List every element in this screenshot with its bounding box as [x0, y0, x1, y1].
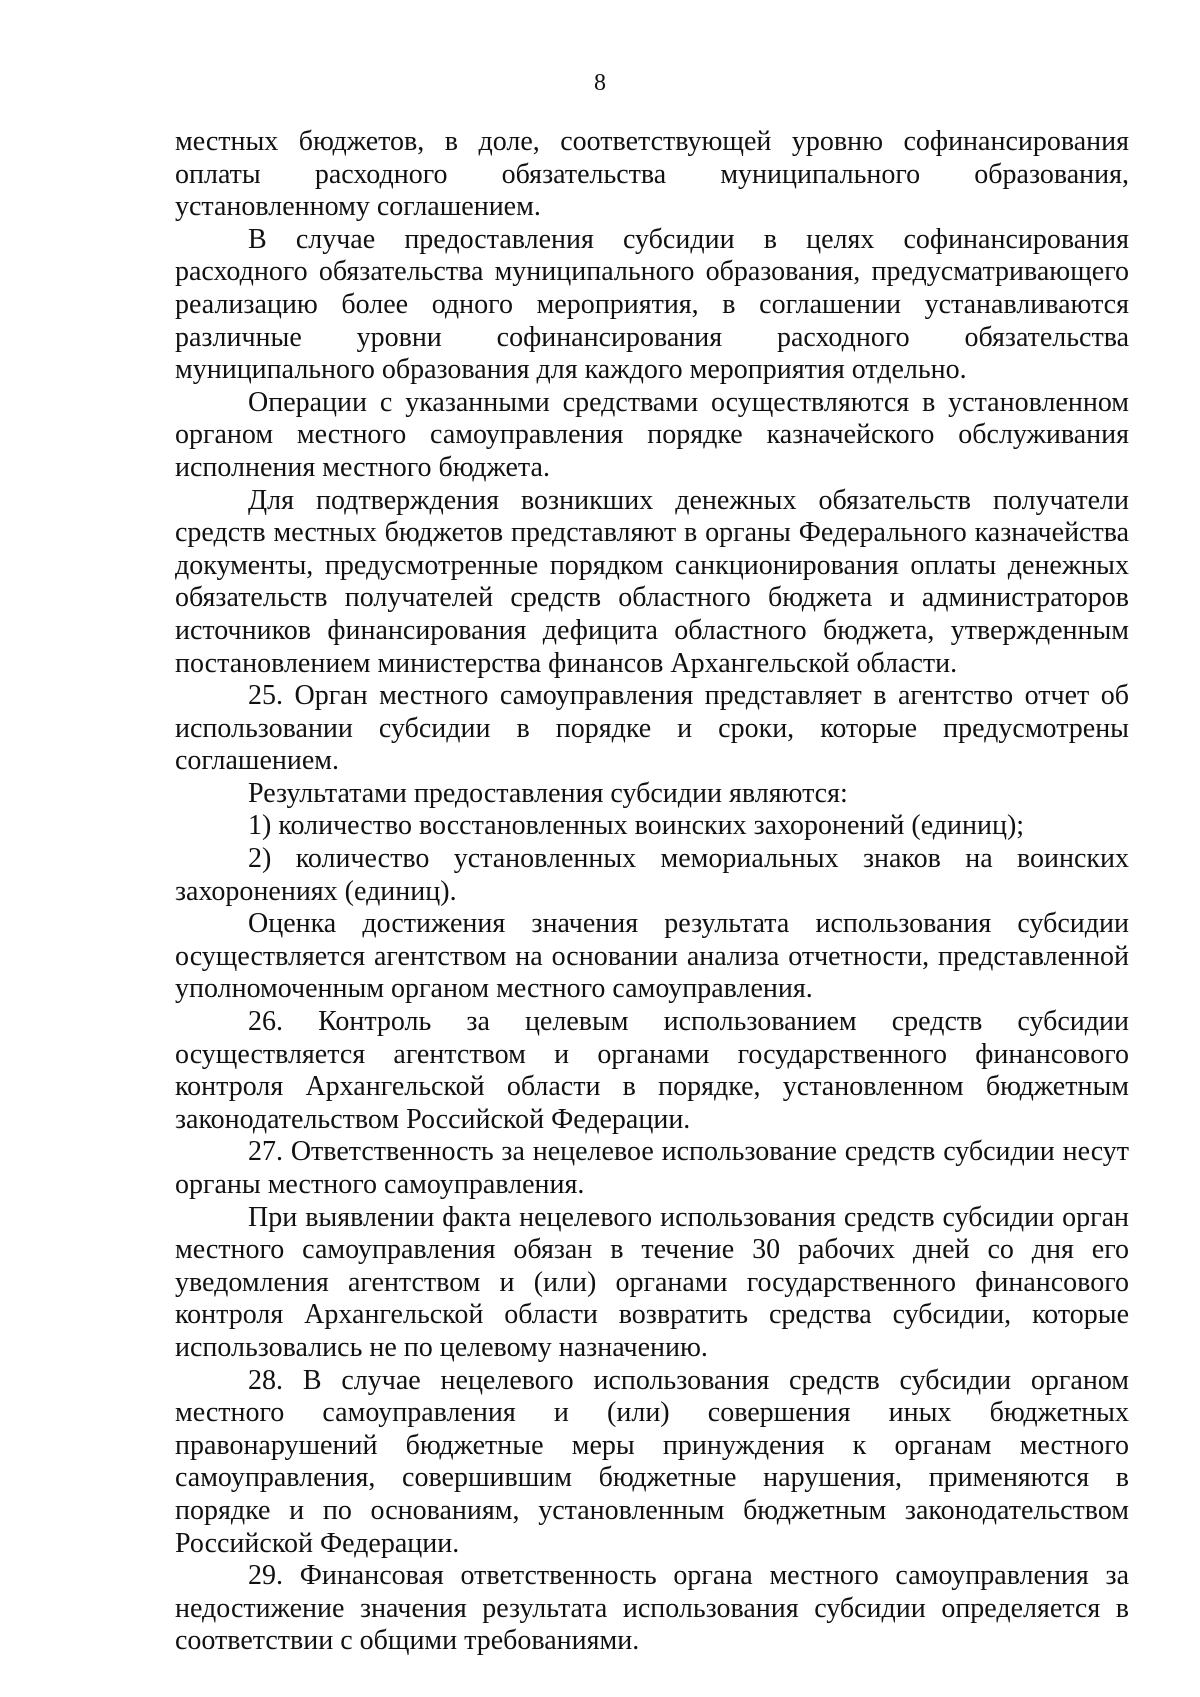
list-item-2: 2) количество установленных мемориальных знаков на воинских захоронениях (единиц).: [175, 843, 1129, 907]
paragraph-cofinancing-levels: В случае предоставления субсидии в целях софинансирования расходного обязательства муниципального образования, предусматривающего реализацию более одного мероприятия, в соглашении устанавливаются различные уровни софинансирования расходного обязательства муниципального образования для каждого мероприятия отдельно.: [175, 223, 1129, 386]
paragraph-28: 28. В случае нецелевого использования средств субсидии органом местного самоуправления и (или) совершения иных бюджетных правонарушений бюджетные меры принуждения к органам местного самоуправления, совершившим бюджетные нарушения, применяются в порядке и по основаниям, установленным бюджетным законодательством Российской Федерации.: [175, 1364, 1129, 1559]
paragraph-26: 26. Контроль за целевым использованием средств субсидии осуществляется агентством и органами государственного финансового контроля Архангельской области в порядке, установленном бюджетным законодательством Российской Федерации.: [175, 1006, 1129, 1135]
document-body: [175, 126, 1129, 1658]
paragraph-continuation: местных бюджетов, в доле, соответствующей уровню софинансирования оплаты расходного обязательства муниципального образования, установленному соглашением.: [175, 126, 1129, 223]
list-item-1: 1) количество восстановленных воинских захоронений (единиц);: [248, 810, 1025, 842]
paragraph-27: 27. Ответственность за нецелевое использование средств субсидии несут органы местного самоуправления.: [175, 1136, 1129, 1200]
paragraph-results-intro: Результатами предоставления субсидии являются:: [248, 777, 848, 809]
paragraph-29: 29. Финансовая ответственность органа местного самоуправления за недостижение значения результата использования субсидии определяется в соответствии с общими требованиями.: [175, 1560, 1129, 1657]
paragraph-confirmation: Для подтверждения возникших денежных обязательств получатели средств местных бюджетов представляют в органы Федерального казначейства документы, предусмотренные порядком санкционирования оплаты денежных обязательств получателей средств областного бюджета и администраторов источников финансирования дефицита областного бюджета, утвержденным постановлением министерства финансов Архангельской области.: [175, 484, 1129, 679]
paragraph-assessment: Оценка достижения значения результата использования субсидии осуществляется агентством на основании анализа отчетности, представленной уполномоченным органом местного самоуправления.: [175, 908, 1129, 1005]
paragraph-misuse: При выявлении факта нецелевого использования средств субсидии орган местного самоуправления обязан в течение 30 рабочих дней со дня его уведомления агентством и (или) органами государственного финансового контроля Архангельской области возвратить средства субсидии, которые использовались не по целевому назначению.: [175, 1201, 1129, 1363]
paragraph-operations: Операции с указанными средствами осуществляются в установленном органом местного самоуправления порядке казначейского обслуживания исполнения местного бюджета.: [175, 386, 1129, 483]
page-number: 8: [594, 70, 606, 96]
paragraph-25: 25. Орган местного самоуправления представляет в агентство отчет об использовании субсидии в порядке и сроки, которые предусмотрены соглашением.: [175, 680, 1129, 777]
